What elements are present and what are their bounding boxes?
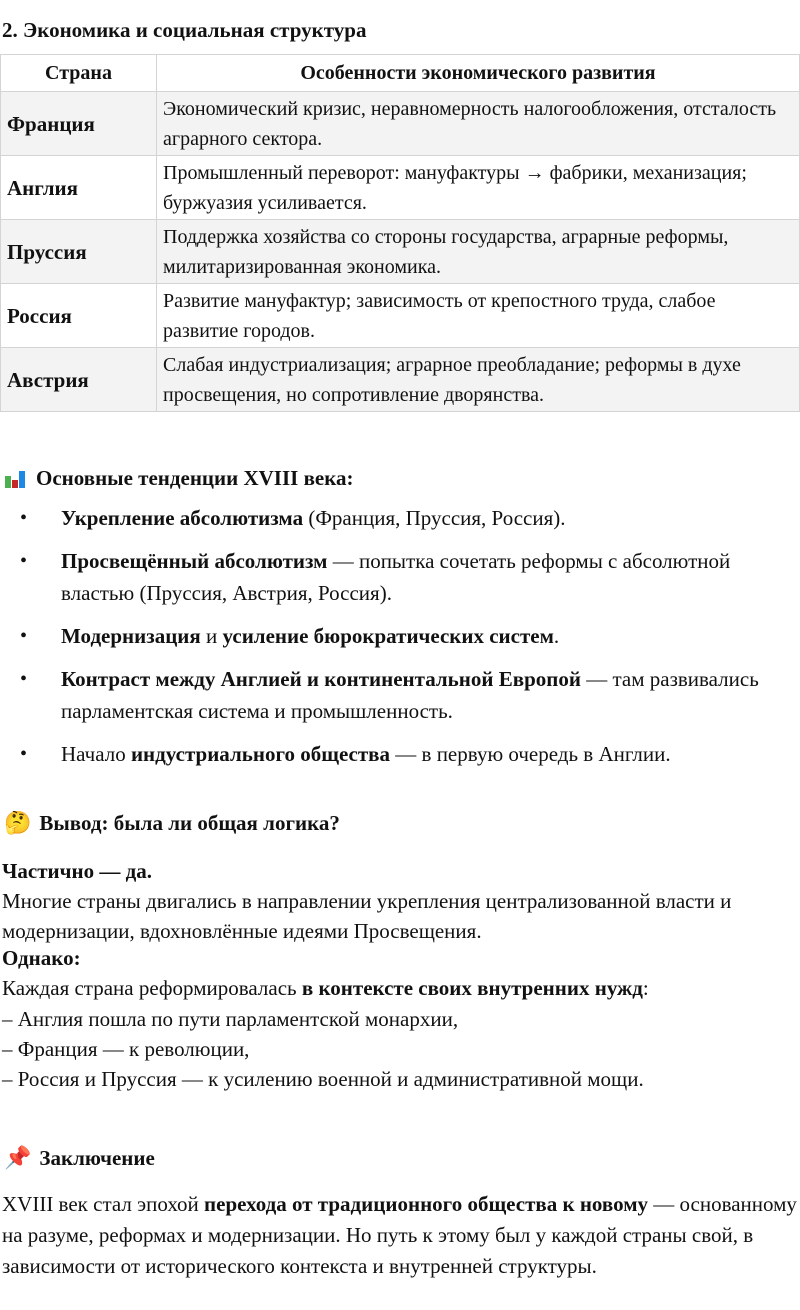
summary-pre: XVIII век стал эпохой	[2, 1192, 205, 1216]
country-cell: Англия	[1, 156, 157, 220]
item-bold: усиление бюрократических систем	[222, 624, 554, 648]
table-row	[1, 284, 800, 348]
economy-table	[0, 54, 800, 412]
item-bold: индустриального общества	[130, 742, 391, 766]
summary-text	[2, 1189, 800, 1282]
list-item	[0, 545, 800, 609]
table-row	[1, 92, 800, 156]
country-cell: Австрия	[1, 348, 157, 412]
table-row	[1, 220, 800, 284]
item-text: — в первую очередь в Англии.	[390, 742, 671, 766]
partial-text: Многие страны двигались в направлении укрепления централизованной власти и модернизации, вдохновлённые идеями Просвещения.	[2, 889, 732, 943]
trends-heading	[4, 466, 354, 491]
bar-chart-icon	[4, 468, 28, 490]
features-cell: Развитие мануфактур; зависимость от крепостного труда, слабое развитие городов.	[157, 284, 800, 348]
item-text: — там развивались парламентская система и промышленность.	[61, 667, 759, 723]
features-cell: Экономический кризис, неравномерность налогообложения, отсталость аграрного сектора.	[157, 92, 800, 156]
column-header-features: Особенности экономического развития	[157, 55, 800, 92]
summary-title: Заключение	[39, 1146, 155, 1170]
however-label	[2, 943, 800, 973]
item-bold: Модернизация	[61, 624, 201, 648]
partial-answer	[2, 856, 800, 886]
however-post: :	[642, 976, 649, 1000]
list-item	[0, 738, 800, 770]
path-france: – Франция — к революции,	[2, 1037, 250, 1061]
list-item	[0, 502, 800, 534]
section-title: 2. Экономика и социальная структура	[2, 18, 367, 42]
features-cell: Слабая индустриализация; аграрное преобладание; реформы в духе просвещения, но сопротивление дворянства.	[157, 348, 800, 412]
however-pre: Каждая страна реформировалась	[2, 976, 302, 1000]
logic-title: Вывод: была ли общая логика?	[39, 811, 340, 835]
item-bold: Просвещённый абсолютизм	[61, 549, 328, 573]
item-text: — попытка сочетать реформы с абсолютной властью (Пруссия, Австрия, Россия).	[61, 549, 731, 605]
country-cell: Франция	[1, 92, 157, 156]
trends-title: Основные тенденции XVIII века:	[36, 466, 354, 490]
item-text: (Франция, Пруссия, Россия).	[303, 506, 566, 530]
item-bold: Укрепление абсолютизма	[61, 506, 304, 530]
however-line	[2, 973, 800, 1003]
table-row	[1, 156, 800, 220]
item-text: и	[200, 624, 223, 648]
features-cell: Промышленный переворот: мануфактуры → фабрики, механизация; буржуазия усиливается.	[157, 156, 800, 220]
item-text: Начало	[61, 742, 131, 766]
however-text: Однако:	[2, 946, 81, 970]
country-cell: Пруссия	[1, 220, 157, 284]
list-item	[0, 663, 800, 727]
thinking-face-icon: 🤔	[4, 810, 32, 836]
however-bold: в контексте своих внутренних нужд	[301, 976, 643, 1000]
pushpin-icon: 📌	[4, 1145, 32, 1171]
country-cell: Россия	[1, 284, 157, 348]
logic-heading	[4, 811, 340, 836]
summary-heading	[4, 1146, 155, 1171]
item-bold: Контраст между Англией и континентальной Европой	[61, 667, 581, 691]
table-header-row	[1, 55, 800, 92]
partial-label: Частично — да.	[2, 859, 152, 883]
column-header-country: Страна	[1, 55, 157, 92]
summary-post: — основанному на разуме, реформах и модернизации. Но путь к этому был у каждой страны свой, в зависимости от исторического контекста и внутренней структуры.	[2, 1192, 797, 1278]
path-russia-prussia: – Россия и Пруссия — к усилению военной и административной мощи.	[2, 1067, 644, 1091]
item-text: .	[553, 624, 560, 648]
summary-bold: перехода от традиционного общества к новому	[204, 1192, 648, 1216]
list-item	[0, 620, 800, 652]
table-row	[1, 348, 800, 412]
trends-list	[0, 502, 800, 781]
path-england: – Англия пошла по пути парламентской монархии,	[2, 1007, 459, 1031]
features-cell: Поддержка хозяйства со стороны государства, аграрные реформы, милитаризированная экономика.	[157, 220, 800, 284]
